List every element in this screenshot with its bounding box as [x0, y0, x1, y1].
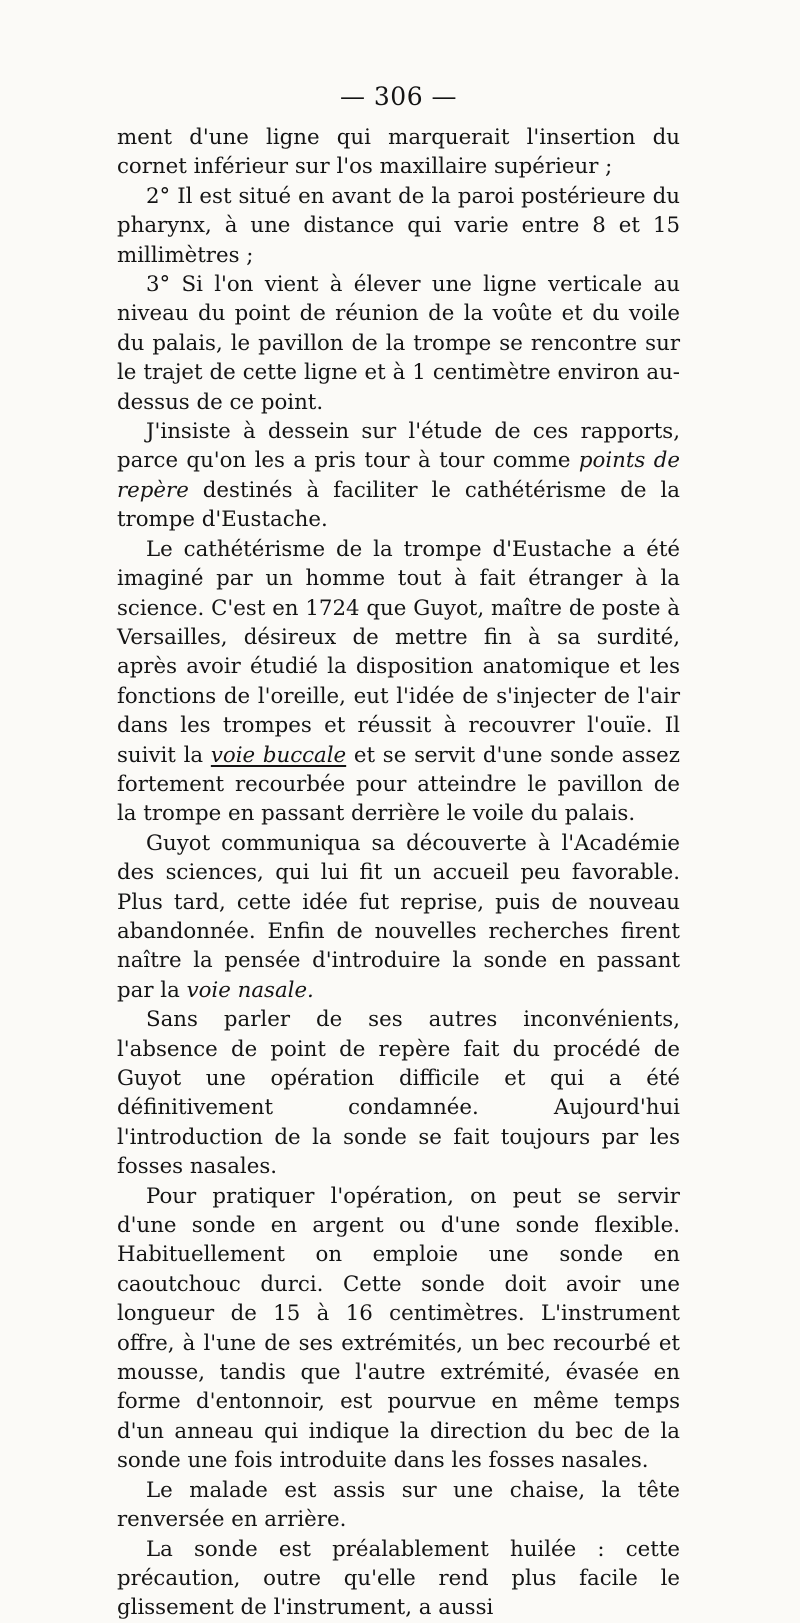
paragraph: [117, 417, 680, 535]
text-run: Le cathétérisme de la trompe d'Eustache a été imaginé par un homme tout à fait étranger à la science. C'est en 1724 que Guyot, maître de poste à Versailles, désireux de mettre fin à sa surdité, après avoir étudié la disposition anatomique et les fonctions de l'oreille, eut l'idée de s'injecter de l'air dans les trompes et réussit à recouvrer l'ouïe. Il suivit la: [117, 536, 680, 768]
paragraph: [117, 829, 680, 1005]
text-run: Sans parler de ses autres inconvénients, l'absence de point de repère fait du procédé de Guyot une opération difficile et qui a été définitivement condamnée. Aujourd'hui l'introduction de la sonde se fait toujours par les fosses nasales.: [117, 1007, 680, 1180]
text-run: 2° Il est situé en avant de la paroi postérieure du pharynx, à une distance qui varie entre 8 et 15 millimètres ;: [117, 183, 680, 268]
paragraph: [117, 535, 680, 829]
text-run: J'insiste à dessein sur l'étude de ces rapports, parce qu'on les a pris tour à tour comme: [117, 419, 680, 474]
paragraph: [117, 1476, 680, 1535]
page-number: — 306 —: [339, 82, 458, 111]
text-run: La sonde est préalablement huilée : cette précaution, outre qu'elle rend plus facile le glissement de l'instrument, a aussi: [117, 1536, 680, 1621]
italic-phrase: voie buccale: [210, 742, 347, 768]
paragraph: [117, 182, 680, 270]
paragraph: [117, 1005, 680, 1181]
text-run: Le malade est assis sur une chaise, la tête renversée en arrière.: [117, 1477, 680, 1533]
paragraph: [117, 270, 680, 417]
text-run: destinés à faciliter le cathétérisme de la trompe d'Eustache.: [117, 477, 680, 533]
paragraph: [117, 123, 680, 182]
text-run: Guyot communiqua sa découverte à l'Académie des sciences, qui lui fit un accueil peu favorable. Plus tard, cette idée fut reprise, puis de nouveau abandonnée. Enfin de nouvelles recherches firent naître la pensée d'introduire la sonde en passant par la: [117, 830, 680, 1003]
text-run: et se servit d'une sonde assez fortement recourbée pour atteindre le pavillon de la trompe en passant derrière le voile du palais.: [117, 742, 680, 827]
italic-phrase: points de repère: [117, 448, 680, 503]
italic-phrase: voie nasale.: [186, 977, 314, 1003]
text-run: Pour pratiquer l'opération, on peut se servir d'une sonde en argent ou d'une sonde flexible. Habituellement on emploie une sonde en caoutchouc durci. Cette sonde doit avoir une longueur de 15 à 16 centimètres. L'instrument offre, à l'une de ses extrémités, un bec recourbé et mousse, tandis que l'autre extrémité, évasée en forme d'entonnoir, est pourvue en même temps d'un anneau qui indique la direction du bec de la sonde une fois introduite dans les fosses nasales.: [117, 1183, 680, 1474]
paragraph: [117, 1182, 680, 1476]
paragraph: [117, 1535, 680, 1623]
text-run: 3° Si l'on vient à élever une ligne verticale au niveau du point de réunion de la voûte et du voile du palais, le pavillon de la trompe se rencontre sur le trajet de cette ligne et à 1 centimètre environ au-dessus de ce point.: [117, 272, 680, 415]
text-run: ment d'une ligne qui marquerait l'insertion du cornet inférieur sur l'os maxillaire supérieur ;: [117, 125, 680, 180]
body-text: [117, 123, 680, 1623]
